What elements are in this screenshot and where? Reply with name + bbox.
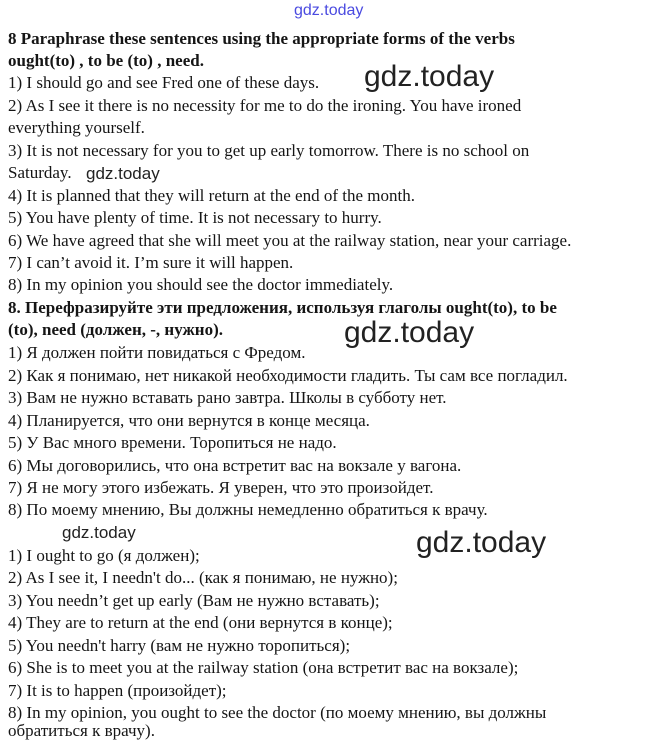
watermark-3: gdz.today xyxy=(344,316,475,349)
answer-4: 4) They are to return at the end (они вернутся в конце); xyxy=(8,613,393,632)
exercise-heading-en-line2: ought(to) , to be (to) , need. xyxy=(8,51,204,70)
exercise-heading-ru-line2: (to), need (должен, -, нужно). xyxy=(8,320,224,339)
russian-sentence-2: 2) Как я понимаю, нет никакой необходимости гладить. Ты сам все погладил. xyxy=(8,366,568,385)
english-sentence-4: 4) It is planned that they will return at the end of the month. xyxy=(8,186,415,205)
english-sentence-8: 8) In my opinion you should see the doctor immediately. xyxy=(8,275,394,294)
russian-sentence-1: 1) Я должен пойти повидаться с Фредом. xyxy=(8,343,306,362)
english-sentence-2: 2) As I see it there is no necessity for me to do the ironing. You have ironed xyxy=(8,96,522,115)
english-sentence-3: 3) It is not necessary for you to get up early tomorrow. There is no school on xyxy=(8,141,530,160)
answer-6: 6) She is to meet you at the railway station (она встретит вас на вокзале); xyxy=(8,658,519,677)
russian-sentence-7: 7) Я не могу этого избежать. Я уверен, что это произойдет. xyxy=(8,478,434,497)
english-sentence-5: 5) You have plenty of time. It is not necessary to hurry. xyxy=(8,208,382,227)
answer-5: 5) You needn't harry (вам не нужно торопиться); xyxy=(8,636,351,655)
watermark-1: gdz.today xyxy=(364,60,495,93)
answer-8: 8) In my opinion, you ought to see the doctor (по моему мнению, вы должны xyxy=(8,703,547,722)
answer-3: 3) You needn’t get up early (Вам не нужно вставать); xyxy=(8,591,380,610)
english-sentence-3-cont: Saturday. xyxy=(8,163,72,182)
watermark-top: gdz.today xyxy=(294,2,364,19)
watermark-5: gdz.today xyxy=(416,526,547,559)
exercise-heading-ru-line1: 8. Перефразируйте эти предложения, используя глаголы ought(to), to be xyxy=(8,298,557,317)
english-sentence-6: 6) We have agreed that she will meet you at the railway station, near your carriage. xyxy=(8,231,572,250)
english-sentence-1: 1) I should go and see Fred one of these days. xyxy=(8,73,320,92)
russian-sentence-8: 8) По моему мнению, Вы должны немедленно обратиться к врачу. xyxy=(8,500,488,519)
answer-1: 1) I ought to go (я должен); xyxy=(8,546,200,565)
russian-sentence-5: 5) У Вас много времени. Торопиться не надо. xyxy=(8,433,337,452)
exercise-heading-en-line1: 8 Paraphrase these sentences using the appropriate forms of the verbs xyxy=(8,29,515,48)
watermark-4: gdz.today xyxy=(62,523,136,542)
russian-sentence-4: 4) Планируется, что они вернутся в конце месяца. xyxy=(8,411,370,430)
russian-sentence-6: 6) Мы договорились, что она встретит вас на вокзале у вагона. xyxy=(8,456,462,475)
english-sentence-2-cont: everything yourself. xyxy=(8,118,145,137)
answer-2: 2) As I see it, I needn't do... (как я понимаю, не нужно); xyxy=(8,568,398,587)
english-sentence-7: 7) I can’t avoid it. I’m sure it will happen. xyxy=(8,253,294,272)
answer-7: 7) It is to happen (произойдет); xyxy=(8,681,227,700)
russian-sentence-3: 3) Вам не нужно вставать рано завтра. Школы в субботу нет. xyxy=(8,388,447,407)
watermark-2: gdz.today xyxy=(86,164,160,183)
answer-8-cont: обратиться к врачу). xyxy=(8,721,155,740)
